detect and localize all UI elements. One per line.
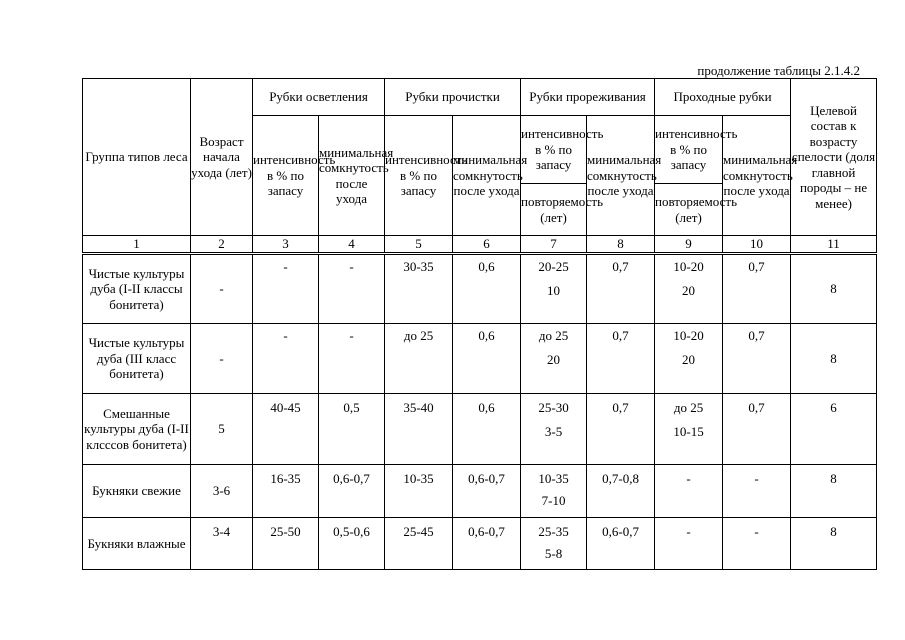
- cell-osv-intens: 40-45: [253, 394, 319, 465]
- cell-proch-intens: 35-40: [385, 394, 453, 465]
- header-osv: Рубки осветления: [253, 79, 385, 116]
- cell-target: 6: [791, 394, 877, 465]
- header-prohod-repeat: повторяемость (лет): [655, 184, 723, 236]
- cell-target: 8: [791, 324, 877, 394]
- cell-osv-intens: 16-35: [253, 465, 319, 518]
- cell-prorezh-intens: 10-35 7-10: [521, 465, 587, 518]
- header-proch-min: минимальная сомкнутость после ухода: [453, 116, 521, 236]
- cell-group: Чистые культуры дуба (III класс бонитета): [83, 324, 191, 394]
- col-number: 8: [587, 236, 655, 254]
- cell-proch-min: 0,6-0,7: [453, 518, 521, 570]
- header-prorezh: Рубки прореживания: [521, 79, 655, 116]
- table-row: [83, 324, 877, 394]
- col-number: 6: [453, 236, 521, 254]
- cell-prorezh-intens: 20-25 10: [521, 254, 587, 324]
- cell-prorezh-min: 0,7: [587, 324, 655, 394]
- cell-prorezh-repeat: 7-10: [541, 492, 566, 508]
- cell-osv-min: 0,6-0,7: [319, 465, 385, 518]
- cell-group: Букняки влажные: [83, 518, 191, 570]
- cell-prorezh-repeat: 10: [547, 282, 561, 298]
- header-osv-intens: интенсивность в % по запасу: [253, 116, 319, 236]
- header-prorezh-repeat: повторяемость (лет): [521, 184, 587, 236]
- header-prohod-min: минимальная сомкнутость после ухода: [723, 116, 791, 236]
- cell-prohod-repeat: 20: [682, 351, 696, 367]
- header-age: Возраст начала ухода (лет): [191, 79, 253, 236]
- cell-prohod-intens: 10-20 20: [655, 254, 723, 324]
- col-number: 9: [655, 236, 723, 254]
- cell-prorezh-repeat: 5-8: [544, 545, 563, 561]
- cell-age: 5: [191, 394, 253, 465]
- table-row: [83, 394, 877, 465]
- cell-prohod-min: 0,7: [723, 324, 791, 394]
- cell-prohod-intens: 10-20 20: [655, 324, 723, 394]
- col-number: 11: [791, 236, 877, 254]
- header-target: Целевой состав к возрасту спелости (доля главной породы – не менее): [791, 79, 877, 236]
- forest-care-table: [82, 78, 877, 570]
- cell-prohod-intens: -: [655, 465, 723, 518]
- cell-age: -: [191, 324, 253, 394]
- cell-target: 8: [791, 254, 877, 324]
- cell-prohod-repeat: 20: [682, 282, 696, 298]
- col-number: 5: [385, 236, 453, 254]
- table-row: [83, 465, 877, 518]
- cell-prohod-intens: до 25 10-15: [655, 394, 723, 465]
- cell-proch-min: 0,6: [453, 324, 521, 394]
- header-group: Группа типов леса: [83, 79, 191, 236]
- col-number: 1: [83, 236, 191, 254]
- cell-prorezh-intens: 25-30 3-5: [521, 394, 587, 465]
- cell-group: Чистые культуры дуба (I-II классы бонитета): [83, 254, 191, 324]
- cell-prorezh-min: 0,7: [587, 254, 655, 324]
- cell-prorezh-repeat: 20: [547, 351, 561, 367]
- cell-proch-intens: 25-45: [385, 518, 453, 570]
- col-number: 10: [723, 236, 791, 254]
- cell-osv-min: -: [319, 254, 385, 324]
- cell-prohod-min: 0,7: [723, 254, 791, 324]
- cell-prorezh-min: 0,7-0,8: [587, 465, 655, 518]
- cell-prohod-min: 0,7: [723, 394, 791, 465]
- col-number: 2: [191, 236, 253, 254]
- cell-osv-intens: 25-50: [253, 518, 319, 570]
- header-osv-min: минимальная сомкнутость после ухода: [319, 116, 385, 236]
- cell-osv-min: 0,5: [319, 394, 385, 465]
- cell-proch-intens: до 25: [385, 324, 453, 394]
- cell-prorezh-intens: до 25 20: [521, 324, 587, 394]
- cell-age: 3-4: [191, 518, 253, 570]
- table-row: [83, 518, 877, 570]
- col-number: 3: [253, 236, 319, 254]
- cell-target: 8: [791, 518, 877, 570]
- cell-prorezh-min: 0,7: [587, 394, 655, 465]
- header-prohod-intens: интенсивность в % по запасу: [655, 116, 723, 184]
- header-prorezh-intens: интенсивность в % по запасу: [521, 116, 587, 184]
- cell-osv-intens: -: [253, 324, 319, 394]
- cell-osv-intens: -: [253, 254, 319, 324]
- cell-prohod-min: -: [723, 518, 791, 570]
- col-number: 7: [521, 236, 587, 254]
- header-prorezh-min: минимальная сомкнутость после ухода: [587, 116, 655, 236]
- cell-osv-min: -: [319, 324, 385, 394]
- cell-prorezh-intens: 25-35 5-8: [521, 518, 587, 570]
- cell-prohod-min: -: [723, 465, 791, 518]
- cell-prorezh-repeat: 3-5: [544, 423, 563, 439]
- cell-prohod-intens: -: [655, 518, 723, 570]
- cell-proch-min: 0,6: [453, 394, 521, 465]
- cell-age: 3-6: [191, 465, 253, 518]
- table-caption: продолжение таблицы 2.1.4.2: [697, 63, 860, 78]
- cell-proch-intens: 10-35: [385, 465, 453, 518]
- cell-target: 8: [791, 465, 877, 518]
- cell-proch-min: 0,6-0,7: [453, 465, 521, 518]
- cell-group: Смешанные культуры дуба (I-II клсссов бонитета): [83, 394, 191, 465]
- col-number: 4: [319, 236, 385, 254]
- table-row: [83, 254, 877, 324]
- header-proch-intens: интенсивность в % по запасу: [385, 116, 453, 236]
- cell-osv-min: 0,5-0,6: [319, 518, 385, 570]
- cell-proch-min: 0,6: [453, 254, 521, 324]
- cell-proch-intens: 30-35: [385, 254, 453, 324]
- cell-prorezh-min: 0,6-0,7: [587, 518, 655, 570]
- cell-age: -: [191, 254, 253, 324]
- cell-prohod-repeat: 10-15: [673, 423, 704, 439]
- header-prohod: Проходные рубки: [655, 79, 791, 116]
- cell-group: Букняки свежие: [83, 465, 191, 518]
- header-proch: Рубки прочистки: [385, 79, 521, 116]
